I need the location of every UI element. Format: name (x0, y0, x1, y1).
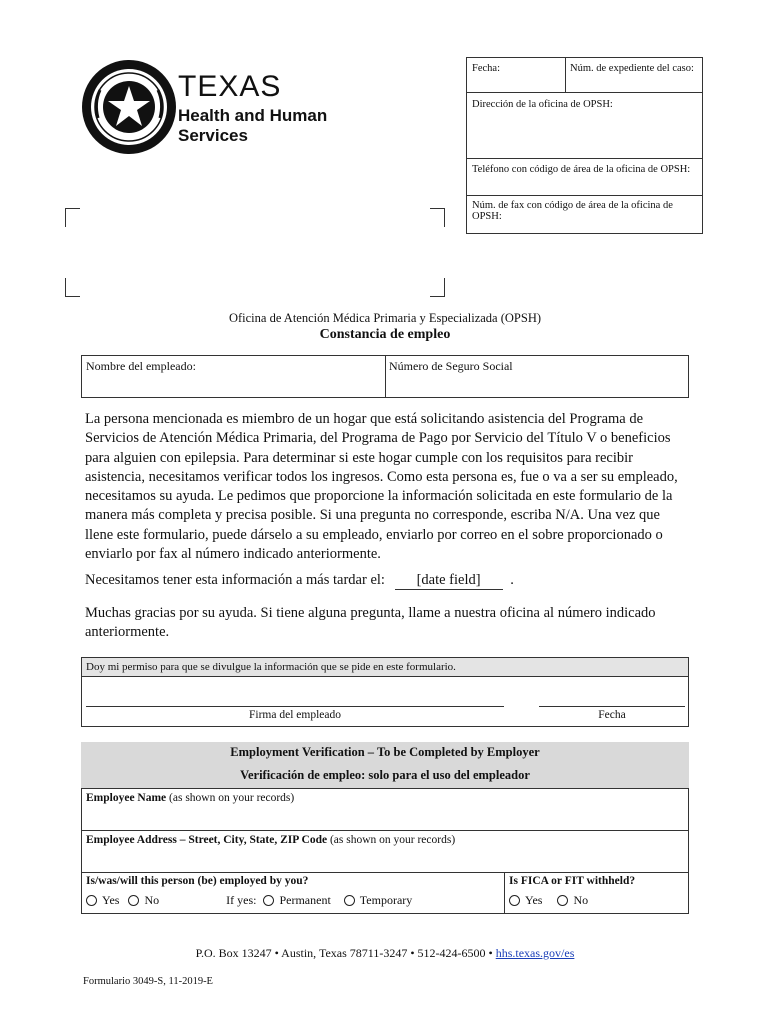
deadline-period: . (510, 572, 514, 588)
radio-icon (509, 895, 520, 906)
permission-box (81, 657, 689, 727)
employee-address-note: (as shown on your records) (329, 834, 456, 846)
employer-section-header (81, 742, 689, 788)
employee-info-row (81, 355, 689, 398)
employee-address-label: Employee Address – Street, City, State, ZIP Code (86, 834, 328, 846)
logo-texas: TEXAS (178, 70, 282, 103)
employed-question: Is/was/will this person (be) employed by you? (86, 875, 309, 887)
fica-options (509, 893, 588, 908)
texas-seal-icon (80, 58, 178, 156)
thanks-paragraph: Muchas gracias por su ayuda. Si tiene alguna pregunta, llame a nuestra oficina al número indicado anteriormente. (85, 605, 656, 641)
signature-date-label: Fecha (598, 709, 626, 721)
employed-options (86, 893, 412, 908)
radio-icon (344, 895, 355, 906)
signature-date-line[interactable] (539, 706, 685, 707)
window-corner-tr (430, 208, 445, 227)
fica-yes-option[interactable]: Yes (509, 893, 542, 907)
signature-label: Firma del empleado (249, 709, 341, 721)
office-address-field[interactable]: Dirección de la oficina de OPSH: (472, 99, 613, 110)
office-phone-field[interactable]: Teléfono con código de área de la oficina de OPSH: (472, 164, 691, 175)
deadline-date-field[interactable]: [date field] (395, 572, 503, 590)
employer-title-es: Verificación de empleo: solo para el uso del empleador (240, 768, 530, 782)
employer-employee-name-note: (as shown on your records) (169, 792, 295, 804)
window-corner-br (430, 278, 445, 297)
radio-icon (86, 895, 97, 906)
employee-address-field[interactable] (86, 834, 684, 870)
form-title: Constancia de empleo (319, 327, 451, 342)
window-corner-tl (65, 208, 80, 227)
employed-no-option[interactable]: No (128, 893, 159, 907)
logo-line2: Health and Human (178, 106, 328, 125)
employer-title-en: Employment Verification – To be Completed by Employer (230, 745, 540, 759)
window-corner-bl (65, 278, 80, 297)
fica-no-option[interactable]: No (557, 893, 588, 907)
footer-website-link[interactable]: hhs.texas.gov/es (495, 946, 575, 960)
radio-icon (263, 895, 274, 906)
radio-icon (128, 895, 139, 906)
signature-line[interactable] (86, 706, 504, 707)
case-number-field[interactable]: Núm. de expediente del caso: (570, 63, 694, 74)
employee-name-field[interactable]: Nombre del empleado: (86, 359, 196, 373)
fecha-field[interactable]: Fecha: (472, 63, 500, 74)
form-id: Formulario 3049-S, 11-2019-E (83, 976, 213, 987)
permission-statement: Doy mi permiso para que se divulgue la información que se pide en este formulario. (82, 658, 688, 677)
deadline-line (85, 572, 695, 590)
temporary-option[interactable]: Temporary (344, 893, 412, 907)
footer-address-line (0, 946, 770, 961)
footer-address: P.O. Box 13247 • Austin, Texas 78711-3247 • 512-424-6500 • (195, 946, 493, 960)
radio-icon (557, 895, 568, 906)
ssn-field[interactable]: Número de Seguro Social (389, 359, 513, 373)
logo-line3: Services (178, 126, 248, 145)
employer-employee-name-field[interactable] (86, 792, 684, 828)
permanent-option[interactable]: Permanent (263, 893, 330, 907)
hhs-logo (80, 58, 330, 158)
deadline-label: Necesitamos tener esta información a más tardar el: (85, 572, 385, 588)
employed-yes-option[interactable]: Yes (86, 893, 119, 907)
office-info-box (466, 57, 703, 234)
fica-question: Is FICA or FIT withheld? (509, 875, 636, 887)
employer-form-box (81, 788, 689, 914)
office-fax-field[interactable]: Núm. de fax con código de área de la oficina de OPSH: (472, 200, 673, 222)
office-name: Oficina de Atención Médica Primaria y Especializada (OPSH) (228, 311, 542, 325)
if-yes-label: If yes: (226, 893, 257, 907)
intro-paragraph: La persona mencionada es miembro de un hogar que está solicitando asistencia del Programa de Servicios de Atención Médica Primaria, del Programa de Pago por Servicio del Título V o beneficios para alguien con epilepsia. Para determinar si este hogar cumple con los requisitos para recibir asistencia, necesitamos verificar todos los ingresos. Como esta persona es, fue o va a ser su empleado, necesitamos su ayuda. Le pedimos que proporcione la información solicitada en este formulario de la manera más completa y precisa posible. Si una pregunta no corresponde, escriba N/A. Una vez que llene este formulario, puede dárselo a su empleado, enviarlo por correo en el sobre proporcionado o enviarlo por fax al número indicado anteriormente. (85, 411, 678, 563)
employer-employee-name-label: Employee Name (86, 792, 167, 804)
